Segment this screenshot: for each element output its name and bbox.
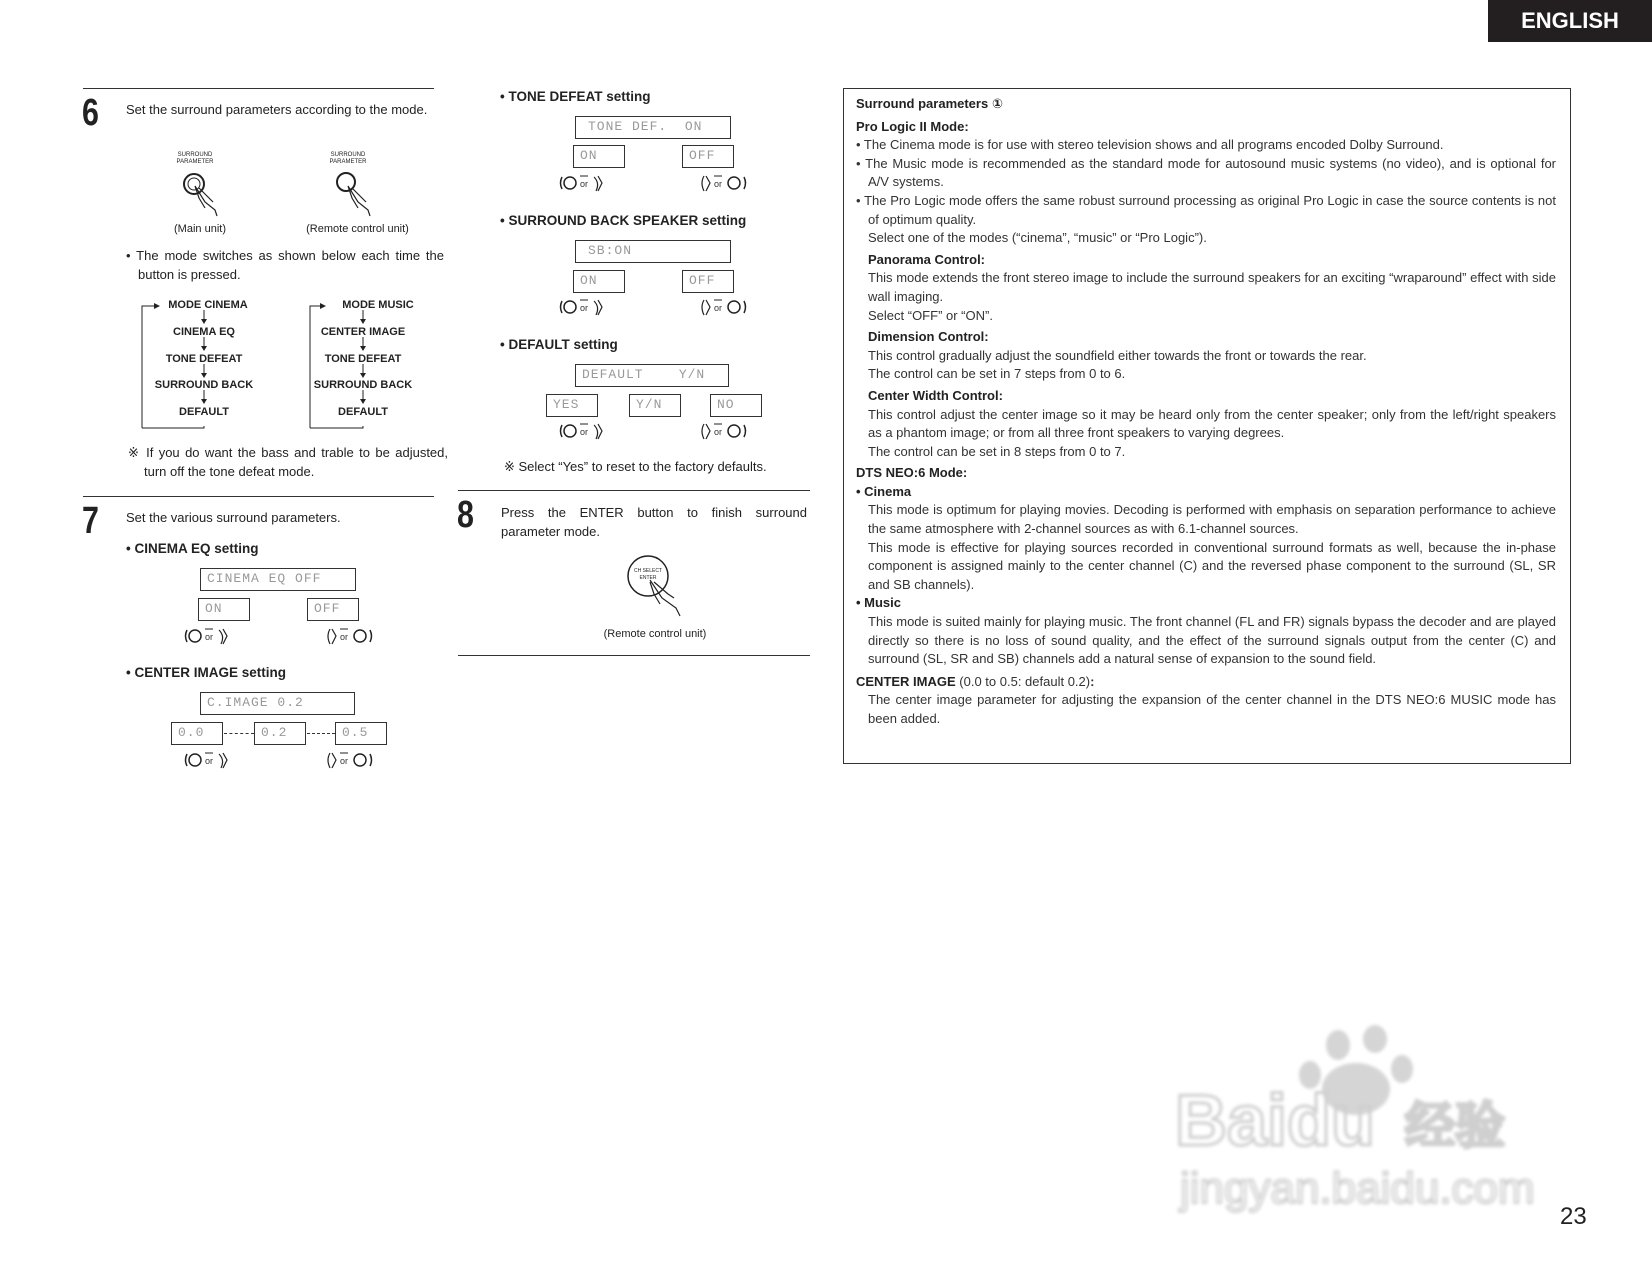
svg-text:or: or bbox=[580, 303, 589, 313]
step-6-text: Set the surround parameters according to the mode. bbox=[126, 102, 428, 117]
svg-text:or: or bbox=[205, 632, 214, 642]
svg-text:ENTER: ENTER bbox=[639, 575, 657, 581]
surround-back-option-on: ON bbox=[573, 270, 625, 293]
neo6-heading: DTS NEO:6 Mode: bbox=[856, 465, 968, 481]
tone-defeat-option-off: OFF bbox=[682, 145, 734, 168]
surround-parameter-main-icon: SURROUND PARAMETER bbox=[165, 152, 225, 231]
divider bbox=[83, 496, 434, 497]
center-image-display: C.IMAGE 0.2 bbox=[200, 692, 355, 715]
knob-left-icon bbox=[183, 750, 235, 770]
language-tab: ENGLISH bbox=[1488, 0, 1652, 42]
flow-item: CENTER IMAGE bbox=[320, 326, 406, 338]
center-width-steps: The control can be set in 8 steps from 0 to 7. bbox=[868, 443, 1126, 459]
page-number: 23 bbox=[1560, 1203, 1587, 1230]
center-width-text: This control adjust the center image so it may be heard only from the center speaker; only from the left/right speakers as a phantom image; or from all three front speakers to varying degrees. bbox=[868, 406, 1556, 441]
cinema-eq-title: • CINEMA EQ setting bbox=[126, 541, 259, 556]
center-image-heading: CENTER IMAGE (0.0 to 0.5: default 0.2): bbox=[856, 673, 1095, 689]
cinema-text-2: This mode is effective for playing sources recorded in conventional surround formats as well, because the in-phase component is assigned mainly to the center channel (C) and the reversed phase component to the surround (SL, SR and SB channels). bbox=[868, 539, 1556, 592]
music-heading: • Music bbox=[856, 595, 902, 611]
surround-back-option-off: OFF bbox=[682, 270, 734, 293]
svg-text:or: or bbox=[340, 632, 349, 642]
dimension-steps: The control can be set in 7 steps from 0 to 6. bbox=[868, 366, 1126, 382]
default-title: • DEFAULT setting bbox=[500, 337, 618, 352]
plii-heading: Pro Logic II Mode: bbox=[856, 118, 969, 134]
center-image-text: The center image parameter for adjusting the expansion of the center channel in the DTS NEO:6 MUSIC mode has been added. bbox=[868, 692, 1556, 726]
svg-text:or: or bbox=[340, 756, 349, 766]
knob-right-icon bbox=[698, 421, 750, 441]
panorama-select: Select “OFF” or “ON”. bbox=[868, 307, 993, 323]
knob-left-icon bbox=[558, 297, 610, 317]
plii-item: • The Music mode is recommended as the standard mode for autosound music systems (no video), and is optional for A/V systems. bbox=[856, 155, 1556, 190]
cinema-eq-option-on: ON bbox=[198, 598, 250, 621]
dimension-heading: Dimension Control: bbox=[868, 329, 989, 345]
surround-parameters-panel bbox=[843, 88, 1571, 764]
plii-item: • The Pro Logic mode offers the same robust surround processing as original Pro Logic in case the source contents is not of optimum quality. bbox=[856, 192, 1556, 227]
svg-text:or: or bbox=[714, 303, 723, 313]
step-8-number: 8 bbox=[457, 494, 474, 536]
cinema-eq-display: CINEMA EQ OFF bbox=[200, 568, 356, 591]
knob-left-icon bbox=[183, 626, 235, 646]
cinema-heading: • Cinema bbox=[856, 483, 912, 499]
dash-connector bbox=[307, 733, 335, 734]
flow-item: TONE DEFEAT bbox=[165, 353, 243, 365]
plii-item: • The Cinema mode is for use with stereo television shows and all programs encoded Dolby Surround. bbox=[856, 137, 1444, 153]
flow-item: CINEMA EQ bbox=[173, 326, 235, 338]
center-width-heading: Center Width Control: bbox=[868, 387, 1003, 403]
knob-right-icon bbox=[698, 173, 750, 193]
svg-text:jingyan.baidu.com: jingyan.baidu.com bbox=[1180, 1164, 1535, 1213]
knob-right-icon bbox=[324, 626, 376, 646]
panel-title: Surround parameters ① bbox=[856, 96, 1003, 111]
default-display: DEFAULT Y/N bbox=[575, 364, 729, 387]
caption-remote-unit: (Remote control unit) bbox=[306, 223, 409, 235]
flow-item: DEFAULT bbox=[179, 406, 229, 418]
step-7-text: Set the various surround parameters. bbox=[126, 510, 341, 525]
panorama-text: This mode extends the front stereo image to include the surround speakers for an exciting “wraparound” effect with side wall imaging. bbox=[868, 270, 1556, 304]
svg-text:or: or bbox=[205, 756, 214, 766]
center-image-title: • CENTER IMAGE setting bbox=[126, 665, 286, 680]
step-7-number: 7 bbox=[82, 500, 99, 542]
tone-defeat-title: • TONE DEFEAT setting bbox=[500, 89, 651, 104]
caption-main-unit: (Main unit) bbox=[174, 223, 226, 235]
divider bbox=[83, 88, 434, 89]
surround-back-display: SB:ON bbox=[575, 240, 731, 263]
knob-left-icon bbox=[558, 421, 610, 441]
flow-item: SURROUND BACK bbox=[154, 379, 254, 391]
flow-item: MODE CINEMA bbox=[168, 299, 248, 311]
knob-right-icon bbox=[324, 750, 376, 770]
knob-right-icon bbox=[698, 297, 750, 317]
default-option-yn: Y/N bbox=[629, 394, 681, 417]
surround-parameter-remote-icon: SURROUND PARAMETER bbox=[318, 152, 378, 231]
svg-text:or: or bbox=[714, 427, 723, 437]
cinema-mode-flow bbox=[140, 298, 300, 430]
divider bbox=[458, 490, 810, 491]
default-option-yes: YES bbox=[546, 394, 598, 417]
flow-item: SURROUND BACK bbox=[313, 379, 413, 391]
svg-text:Baidu: Baidu bbox=[1175, 1081, 1376, 1161]
flow-item: TONE DEFEAT bbox=[324, 353, 402, 365]
surround-back-title: • SURROUND BACK SPEAKER setting bbox=[500, 213, 747, 228]
step-6-number: 6 bbox=[82, 92, 99, 134]
flow-item: MODE MUSIC bbox=[342, 299, 414, 311]
cinema-eq-option-off: OFF bbox=[307, 598, 359, 621]
knob-left-icon bbox=[558, 173, 610, 193]
dimension-text: This control gradually adjust the soundfield either towards the front or towards the rear. bbox=[868, 347, 1367, 363]
step-8-caption: (Remote control unit) bbox=[603, 628, 707, 640]
svg-text:经验: 经验 bbox=[1405, 1097, 1505, 1155]
step-8-text: Press the ENTER button to finish surround parameter mode. bbox=[501, 505, 807, 539]
step-6-note: • The mode switches as shown below each time the button is pressed. bbox=[126, 248, 444, 282]
center-image-option: 0.5 bbox=[335, 722, 387, 745]
svg-text:CH SELECT: CH SELECT bbox=[633, 568, 663, 574]
music-text: This mode is suited mainly for playing music. The front channel (FL and FR) signals bypass the decoder and are played directly so there is no loss of sound quality, and the effect of the surround signals output from the center (C) and surround (SL, SR and SB) channels add a natural sense of expansion to the sound field. bbox=[868, 614, 1556, 667]
center-image-option: 0.0 bbox=[171, 722, 223, 745]
tone-defeat-option-on: ON bbox=[573, 145, 625, 168]
baidu-watermark bbox=[1170, 1025, 1560, 1215]
step-6-footnote: ※ If you do want the bass and trable to be adjusted, turn off the tone defeat mode. bbox=[128, 445, 448, 479]
divider bbox=[458, 655, 810, 656]
flow-item: DEFAULT bbox=[338, 406, 388, 418]
enter-button-icon bbox=[622, 552, 692, 620]
panorama-heading: Panorama Control: bbox=[868, 251, 986, 267]
tone-defeat-display: TONE DEF. ON bbox=[575, 116, 731, 139]
svg-text:or: or bbox=[580, 427, 589, 437]
music-mode-flow bbox=[308, 298, 468, 430]
svg-text:or: or bbox=[714, 179, 723, 189]
cinema-text-1: This mode is optimum for playing movies. Decoding is performed with emphasis on separation performance to achieve the same atmosphere with 2-channel sources as with 6.1-channel sources. bbox=[868, 502, 1556, 537]
default-option-no: NO bbox=[710, 394, 762, 417]
svg-text:or: or bbox=[580, 179, 589, 189]
dash-connector bbox=[224, 733, 254, 734]
plii-select: Select one of the modes (“cinema”, “music” or “Pro Logic”). bbox=[868, 230, 1207, 246]
center-image-option: 0.2 bbox=[254, 722, 306, 745]
default-note: ※ Select “Yes” to reset to the factory defaults. bbox=[504, 459, 767, 474]
